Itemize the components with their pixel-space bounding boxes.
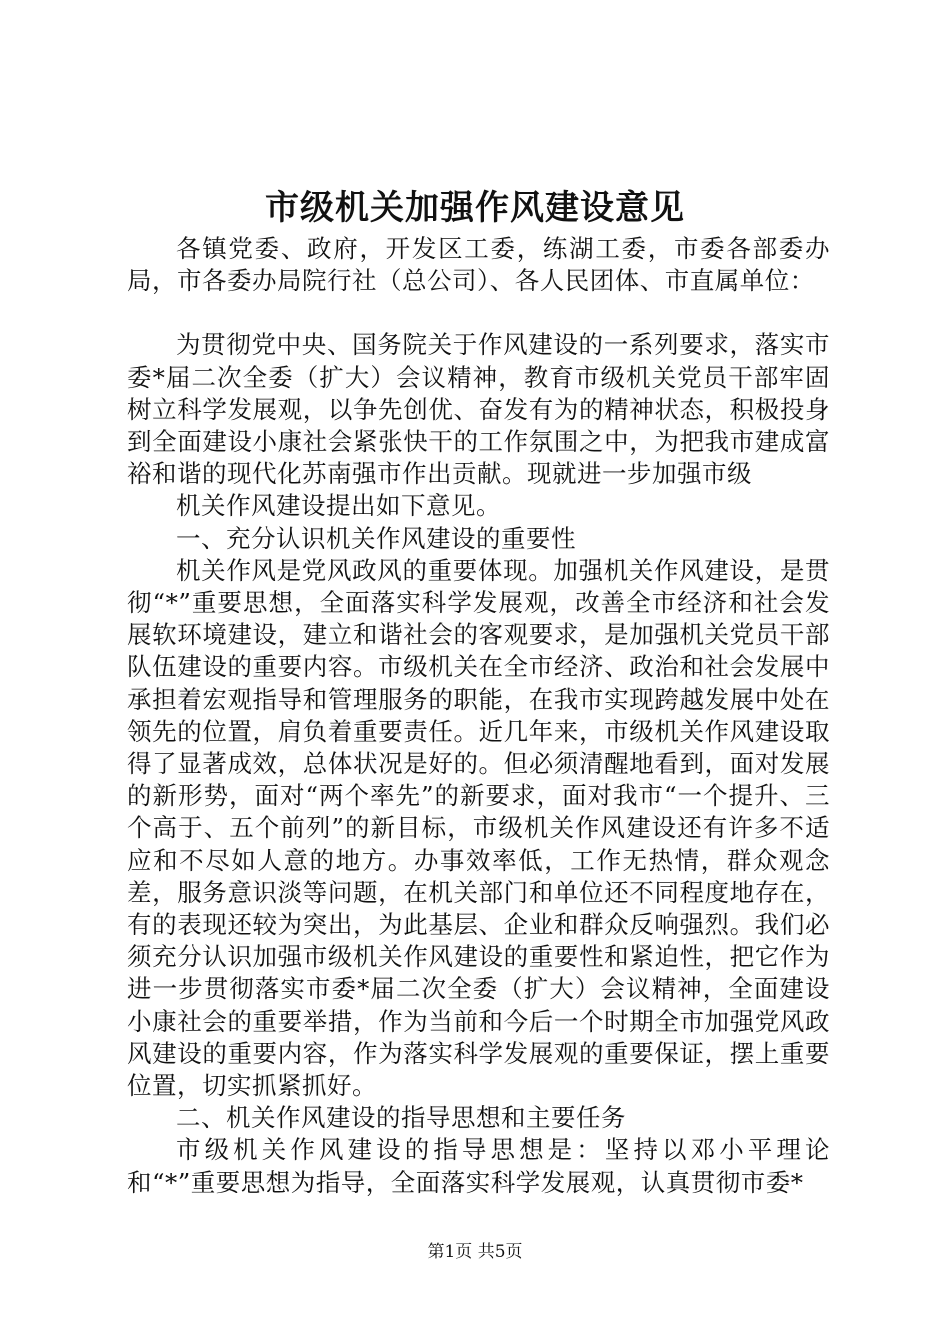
section-heading-2: 二、机关作风建设的指导思想和主要任务 [176,1103,626,1133]
document-body [127,233,830,1199]
salutation: 各镇党委、政府，开发区工委，练湖工委，市委各部委办局，市各委办局院行社（总公司）、各人民团体、市直属单位： [127,234,830,296]
paragraph-section-1: 机关作风是党风政风的重要体现。加强机关作风建设，是贯彻“*”重要思想，全面落实科学发展观，改善全市经济和社会发展软环境建设，建立和谐社会的客观要求，是加强机关党员干部队伍建设的重要内容。市级机关在全市经济、政治和社会发展中承担着宏观指导和管理服务的职能，在我市实现跨越发展中处在领先的位置，肩负着重要责任。近几年来，市级机关作风建设取得了显著成效，总体状况是好的。但必须清醒地看到，面对发展的新形势，面对“两个率先”的新要求，面对我市“一个提升、三个高于、五个前列”的新目标，市级机关作风建设还有许多不适应和不尽如人意的地方。办事效率低，工作无热情，群众观念差，服务意识淡等问题，在机关部门和单位还不同程度地存在，有的表现还较为突出，为此基层、企业和群众反响强烈。我们必须充分认识加强市级机关作风建设的重要性和紧迫性，把它作为进一步贯彻落实市委*届二次全委（扩大）会议精神，全面建设小康社会的重要举措，作为当前和今后一个时期全市加强党风政风建设的重要内容，作为落实科学发展观的重要保证，摆上重要位置，切实抓紧抓好。 [127,555,830,1101]
paragraph-intro-continued: 机关作风建设提出如下意见。 [176,491,501,521]
document-title: 市级机关加强作风建设意见 [265,188,685,228]
section-heading-1: 一、充分认识机关作风建设的重要性 [176,523,576,553]
page-footer: 第1页 共5页 [427,1242,523,1262]
paragraph-intro: 为贯彻党中央、国务院关于作风建设的一系列要求，落实市委*届二次全委（扩大）会议精神，教育市级机关党员干部牢固树立科学发展观，以争先创优、奋发有为的精神状态，积极投身到全面建设小康社会紧张快干的工作氛围之中，为把我市建成富裕和谐的现代化苏南强市作出贡献。现就进一步加强市级 [127,330,830,489]
paragraph-section-2: 市级机关作风建设的指导思想是：坚持以邓小平理论和“*”重要思想为指导，全面落实科学发展观，认真贯彻市委* [127,1135,830,1197]
